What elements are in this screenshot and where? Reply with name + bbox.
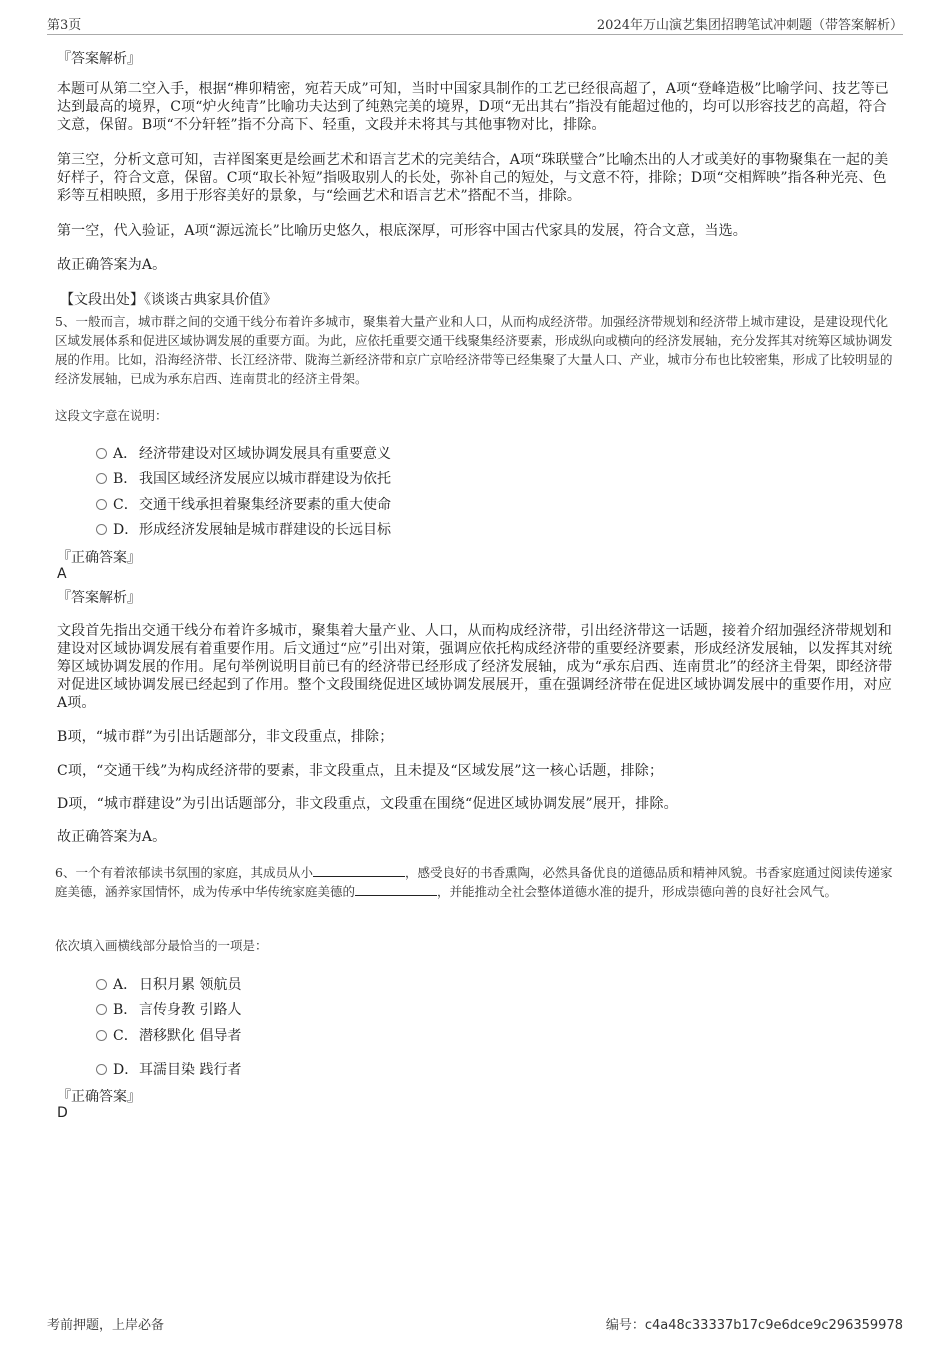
q5-analysis-d: D项，“城市群建设”为引出话题部分，非文段重点，文段重在围绕“促进区域协调发展”展开，排除。: [57, 796, 678, 812]
radio-icon[interactable]: [96, 473, 107, 484]
q5-analysis-para-1: 文段首先指出交通干线分布着许多城市，聚集着大量产业、人口，从而构成经济带，引出经济带这一话题，接着介绍加强经济带规划和建设对区域协调发展有着重要作用。后文通过“应”引出对策，强调应依托构成经济带的重要经济要素，形成经济发展轴，以发挥其对统筹区域协调发展的作用。尾句举例说明目前已有的经济带已经形成了经济发展轴，成为“承东启西、连南贯北”的经济主骨架，即经济带对促进区域协调发展已经起到了作用。整个文段围绕促进区域协调发展展开，重在强调经济带在促进区域协调发展中的重要作用，对应A项。: [57, 623, 893, 711]
q4-analysis-para-1: 本题可从第二空入手，根据“榫卯精密，宛若天成”可知，当时中国家具制作的工艺已经很高超了，A项“登峰造极”比喻学问、技艺等已达到最高的境界，C项“炉火纯青”比喻功夫达到了纯熟完美的境界，D项“无出其右”指没有能超过他的，均可以形容技艺的高超，符合文意，保留。B项“不分轩轾”指不分高下、轻重，文段并未将其与其他事物对比，排除。: [57, 81, 889, 133]
footer-slogan: 考前押题，上岸必备: [47, 1318, 165, 1333]
q4-source: 【文段出处】《谈谈古典家具价值》: [60, 292, 277, 308]
q4-analysis-label: 『答案解析』: [57, 51, 141, 67]
q5-option-d[interactable]: D．形成经济发展轴是城市群建设的长远目标: [96, 519, 391, 539]
q4-analysis-para-2: 第三空，分析文意可知，吉祥图案更是绘画艺术和语言艺术的完美结合，A项“珠联璧合”比喻杰出的人才或美好的事物聚集在一起的美好样子，符合文意，保留。C项“取长补短”指吸取别人的长处，弥补自己的短处，与文意不符，排除；D项“交相辉映”指各种光亮、色彩等互相映照，多用于形容美好的景象，与“绘画艺术和语言艺术”搭配不当，排除。: [57, 152, 889, 204]
radio-icon[interactable]: [96, 1004, 107, 1015]
q5-option-c[interactable]: C．交通干线承担着聚集经济要素的重大使命: [96, 494, 391, 514]
q5-analysis-c: C项，“交通干线”为构成经济带的要素，非文段重点，且未提及“区域发展”这一核心话题，排除；: [57, 763, 664, 779]
radio-icon[interactable]: [96, 524, 107, 535]
q5-option-a[interactable]: A． 经济带建设对区域协调发展具有重要意义: [96, 443, 391, 463]
q5-analysis-label: 『答案解析』: [57, 590, 141, 606]
q6-option-c[interactable]: C．潜移默化 倡导者: [96, 1025, 241, 1045]
q5-answer: A: [57, 566, 67, 582]
fill-blank-1: [313, 864, 405, 877]
fill-blank-2: [355, 883, 437, 896]
q4-conclusion: 故正确答案为A。: [57, 257, 167, 273]
q5-conclusion: 故正确答案为A。: [57, 829, 167, 845]
q5-question-text: 5、一般而言，城市群之间的交通干线分布着许多城市，聚集着大量产业和人口，从而构成经济带。加强经济带规划和经济带上城市建设，是建设现代化区域发展体系和促进区域协调发展的重要方面。为此，应依托重要交通干线聚集经济要素，形成纵向或横向的经济发展轴，充分发挥其对统筹区域协调发展的作用。比如，沿海经济带、长江经济带、陇海兰新经济带和京广京哈经济带等已经集聚了大量人口、产业，城市分布也比较密集，形成了比较明显的经济发展轴，已成为承东启西、连南贯北的经济主骨架。: [55, 314, 893, 386]
q6-question-text: 6、一个有着浓郁读书氛围的家庭，其成员从小 ，感受良好的书香熏陶，必然具备优良的道德品质和精神风貌。书香家庭通过阅读传递家庭美德，涵养家国情怀，成为传承中华传统家庭美德的 ，并能推动全社会整体道德水准的提升，形成崇德向善的良好社会风气。: [55, 865, 893, 899]
q5-analysis-b: B项，“城市群”为引出话题部分，非文段重点，排除；: [57, 729, 394, 745]
q6-answer: D: [57, 1105, 68, 1121]
document-title: 2024年万山演艺集团招聘笔试冲刺题（带答案解析）: [596, 18, 903, 33]
radio-icon[interactable]: [96, 1030, 107, 1041]
page-header: [47, 14, 903, 35]
q6-option-d[interactable]: D．耳濡目染 践行者: [96, 1059, 241, 1079]
radio-icon[interactable]: [96, 1064, 107, 1075]
radio-icon[interactable]: [96, 979, 107, 990]
q6-option-b[interactable]: B． 言传身教 引路人: [96, 999, 241, 1019]
q6-answer-label: 『正确答案』: [57, 1089, 141, 1105]
radio-icon[interactable]: [96, 448, 107, 459]
q5-prompt: 这段文字意在说明：: [55, 408, 168, 423]
page-number: 第3页: [47, 18, 82, 33]
q6-option-a[interactable]: A． 日积月累 领航员: [96, 974, 241, 994]
q5-answer-label: 『正确答案』: [57, 550, 141, 566]
q4-analysis-para-3: 第一空，代入验证，A项“源远流长”比喻历史悠久，根底深厚，可形容中国古代家具的发展，符合文意，当选。: [57, 223, 747, 239]
q5-option-b[interactable]: B． 我国区域经济发展应以城市群建设为依托: [96, 468, 391, 488]
document-code: 编号：c4a48c33337b17c9e6dce9c296359978: [605, 1318, 903, 1333]
q6-prompt: 依次填入画横线部分最恰当的一项是：: [55, 938, 268, 953]
radio-icon[interactable]: [96, 499, 107, 510]
